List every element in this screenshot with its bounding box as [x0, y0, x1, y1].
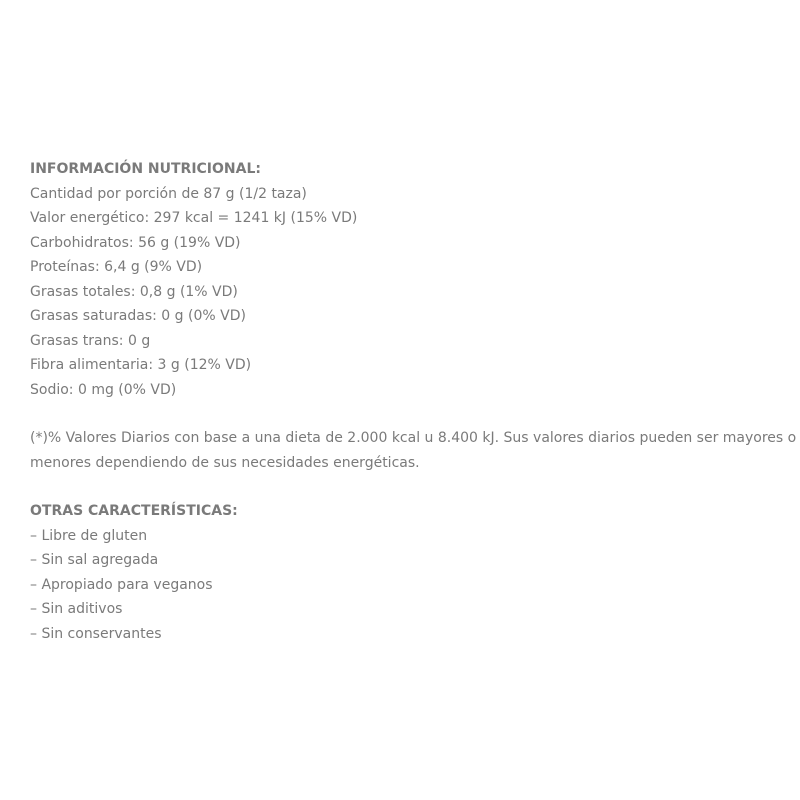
product-description	[30, 157, 797, 646]
nutrition-heading: INFORMACIÓN NUTRICIONAL:	[30, 161, 261, 177]
feature-item: – Apropiado para veganos	[30, 576, 213, 593]
nutrition-line-saturated-fat: Grasas saturadas: 0 g (0% VD)	[30, 308, 246, 324]
feature-item: – Sin conservantes	[30, 625, 162, 642]
nutrition-line-trans-fat: Grasas trans: 0 g	[30, 332, 151, 349]
nutrition-line-carbs: Carbohidratos: 56 g (19% VD)	[30, 234, 241, 251]
nutrition-line-fiber: Fibra alimentaria: 3 g (12% VD)	[30, 357, 252, 373]
nutrition-line-serving: Cantidad por porción de 87 g (1/2 taza)	[30, 185, 307, 202]
feature-item: – Sin aditivos	[30, 601, 123, 617]
nutrition-line-sodium: Sodio: 0 mg (0% VD)	[30, 381, 177, 398]
features-section	[30, 499, 790, 646]
features-heading: OTRAS CARACTERÍSTICAS:	[30, 503, 238, 519]
daily-values-note: (*)% Valores Diarios con base a una dieta de 2.000 kcal u 8.400 kJ. Sus valores diarios pueden ser mayores o menores dependiendo de sus necesidades energéticas.	[30, 430, 797, 471]
feature-item: – Sin sal agregada	[30, 552, 159, 568]
nutrition-line-total-fat: Grasas totales: 0,8 g (1% VD)	[30, 283, 238, 300]
nutrition-line-protein: Proteínas: 6,4 g (9% VD)	[30, 259, 203, 275]
feature-item: – Libre de gluten	[30, 527, 148, 544]
nutrition-line-energy: Valor energético: 297 kcal = 1241 kJ (15% VD)	[30, 210, 358, 226]
